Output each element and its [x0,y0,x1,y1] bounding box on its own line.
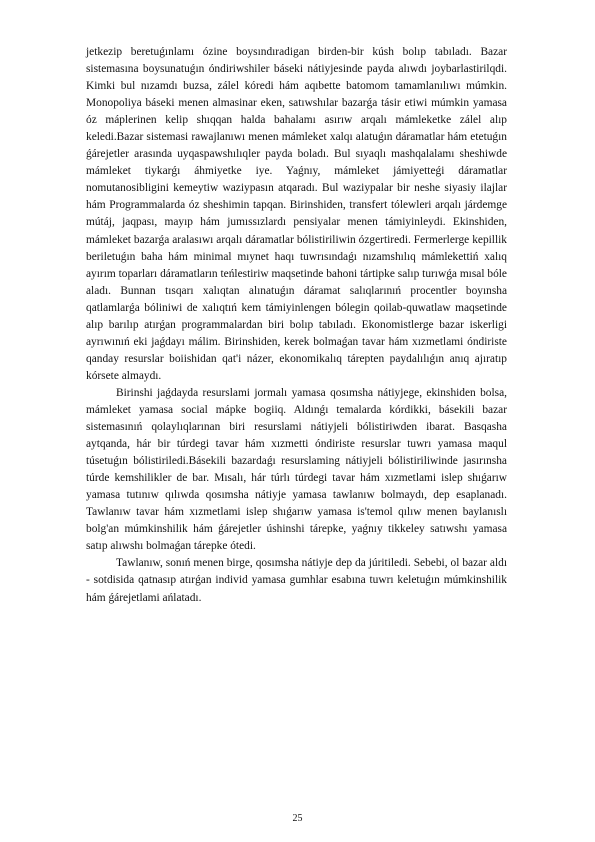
body-text [86,44,507,607]
paragraph-3: Tawlanıw, sonıń menen birge, qosımsha nátiyje dep da júritiledi. Sebebi, ol bazar aldı - sotdisida qatnasıp atırǵan individ yamasa gumhlar esabına tuwrı keletuǵın múmkinshilik hám ǵárejetlami ańlatadı. [86,557,507,604]
paragraph-2: Birinshi jaǵdayda resurslami jormalı yamasa qosımsha nátiyjege, ekinshiden bolsa, mámleket yamasa social mápke bogiiq. Aldınǵı temalarda kórdikki, básekili bazar sistemasınıń qolaylıqlarınan biri resurslami nátiyjeli bólistiriwden ibarat. Basqasha aytqanda, hár bir túrdegi tavar hám xızmetti óndiriste resurslar tuwrı yamasa maqul túsetuǵın bólistiriledi.Básekili bazardaǵı resurslaming nátiyjeli bólistiriliwinde jasırınsha túrde kemshilikler de bar. Mısalı, hár túrlı túrdegi tavar hám xızmetlami islep shıǵarıw yamasa tutınıw qılıwda qosımsha nátiyje yamasa tawlanıw bolmaydı, dep esaplanadı. Tawlanıw tavar hám xızmetlami islep shıǵarıw yamasa is'temol qılıw menen baylanıslı bolg'an múmkinshilik hám ǵárejetler úshinshi tárepke, yaǵnıy tikkeley satıwshı yamasa satıp alıwshı bolmaǵan tárepke ótedi. [86,386,507,553]
paragraph-1: jetkezip beretuǵınlamı ózine boysındıradigan birden-bir kúsh bolıp tabıladı. Bazar sistemasına boysunatuǵın óndiriwshiler báseki nátiyjesinde payda alıwdı joybarlastirilqdi. Kimki bul nızamdı buzsa, zálel kóredi hám aqıbette batomom tamamlanılıwı múmkin. Monopoliya báseki menen almasinar eken, satıwshılar bazarǵa tásir etiwi múmkin yamasa óz máplerinen kelip shıqqan halda bahalamı asırıw arqalı mámleketke zálel alıp keledi.Bazar sistemasi rawajlanıwı menen mámleket xalqı alatuǵın dáramatlar hám etetuǵın ǵárejetler arasında uyqaspawshılıqler payda boladı. Bul sıyaqlı mashqalalamı sheshiwde mámleket tiykarǵı áhmiyetke iye. Yaǵnıy, mámleket jámiyetteǵi dáramatlar nomutanosibligini kemeytiw waziypasın atqaradı. Bul waziypalar bir neshe siyasiy ilajlar hám Programmalarda óz sheshimin tapqan. Birinshiden, transfert tólewleri arqalı járdemge mútáj, jaqpası, mayıp hám jumıssızlardı pensiyalar menen támiyinleydi. Ekinshiden, mámleket bazarǵa aralasıwı arqalı dáramatlar bólistiriliwin ózgertiredi. Fermerlerge kepillik beriletuǵın baha hám minimal mıynet haqı tuwrısındaǵı nızamshılıq mámlekettiń xalıq ayırım toparları dáramatların teńlestiriw maqsetinde bahoni tártipke salıp turıwǵa mısal bóle aladı. Bunnan tısqarı xalıqtan alınatuǵın dáramat salıqlarınıń procentler boyınsha qatlamlarǵa bóliniwi de xalıqtıń kem támiyinlengen bólegin qoilab-quwatlaw maqsetinde alıp barılıp atırǵan programmalardan biri bolıp tabıladı. Ekonomistlerge bazar iskerligi ayrıwınıń eki jaǵdayı málim. Birinshiden, kerek bolmaǵan tavar hám xızmetlami óndiriste qanday resurslar boiishidan qat'i názer, ekonomikalıq tárepten paydalılıǵın anıq ajıratıp kórsete almaydı. [86,46,507,382]
page-number: 25 [292,813,303,824]
